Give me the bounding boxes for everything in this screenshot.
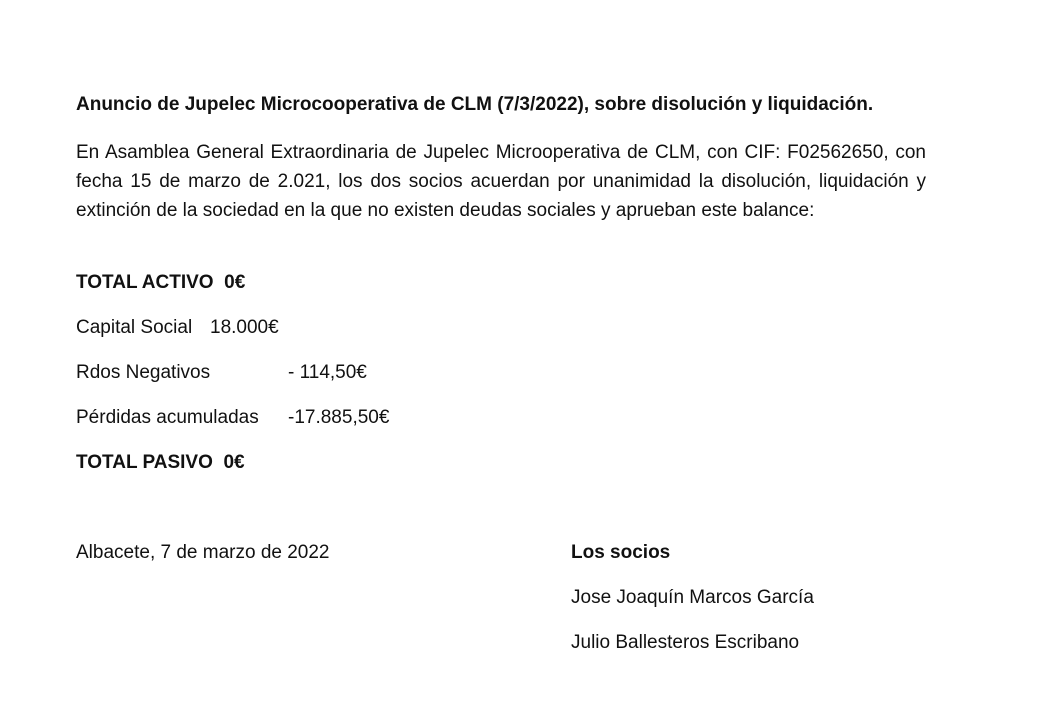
capital-social-label: Capital Social bbox=[76, 317, 193, 338]
total-pasivo-row bbox=[76, 452, 245, 474]
total-activo-label: TOTAL ACTIVO bbox=[76, 272, 214, 293]
total-pasivo-value: 0€ bbox=[223, 452, 245, 473]
announcement-title: Anuncio de Jupelec Microcooperativa de CLM (7/3/2022), sobre disolución y liquidación. bbox=[76, 94, 874, 115]
announcement-paragraph: En Asamblea General Extraordinaria de Jupelec Microoperativa de CLM, con CIF: F02562650, con fecha 15 de marzo de 2.021, los dos socios acuerdan por unanimidad la disolución, liquidación y extinción de la sociedad en la que no existen deudas sociales y aprueban este balance: bbox=[76, 142, 926, 221]
perdidas-value: -17.885,50€ bbox=[288, 407, 390, 428]
signature-heading: Los socios bbox=[571, 542, 671, 563]
total-activo-row bbox=[76, 272, 245, 294]
rdos-negativos-label: Rdos Negativos bbox=[76, 362, 211, 383]
partner-2-name: Julio Ballesteros Escribano bbox=[571, 632, 800, 653]
perdidas-label: Pérdidas acumuladas bbox=[76, 407, 259, 428]
place-date: Albacete, 7 de marzo de 2022 bbox=[76, 542, 330, 563]
rdos-negativos-value: - 114,50€ bbox=[288, 362, 367, 383]
total-pasivo-label: TOTAL PASIVO bbox=[76, 452, 213, 473]
total-activo-value: 0€ bbox=[224, 272, 246, 293]
partner-1-name: Jose Joaquín Marcos García bbox=[571, 587, 814, 608]
capital-social-value: 18.000€ bbox=[210, 317, 279, 338]
